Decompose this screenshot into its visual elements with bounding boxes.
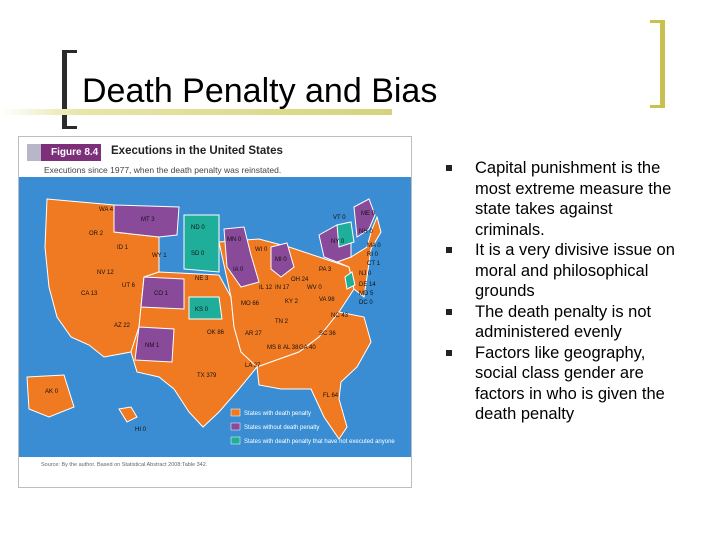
state-label-nm: NM 1 <box>145 343 160 349</box>
state-label-ut: UT 6 <box>122 283 135 289</box>
state-label-ga: GA 40 <box>299 345 316 351</box>
state-label-me: ME 0 <box>361 211 376 217</box>
state-label-mi: MI 0 <box>275 257 287 263</box>
state-label-vt: VT 0 <box>333 215 346 221</box>
bullet-square-icon <box>446 165 452 171</box>
bullet-item <box>440 240 680 302</box>
state-label-id: ID 1 <box>117 245 129 251</box>
state-label-il: IL 12 <box>259 285 273 291</box>
state-label-ar: AR 27 <box>245 331 262 337</box>
title-left-bracket <box>62 50 77 129</box>
bullet-square-icon <box>446 309 452 315</box>
bullet-square-icon <box>446 247 452 253</box>
bullet-square-icon <box>446 350 452 356</box>
state-label-md: MD 5 <box>359 291 374 297</box>
state-label-wi: WI 0 <box>255 247 268 253</box>
title-right-bracket <box>650 20 665 108</box>
map-none-executed-nd-sd <box>184 215 219 272</box>
legend-swatch-death-penalty <box>231 409 240 416</box>
state-label-mt: MT 3 <box>141 217 155 223</box>
bullet-text: It is a very divisive issue on moral and philosophical grounds <box>475 241 675 300</box>
state-label-nc: NC 43 <box>331 313 349 319</box>
state-label-ny: NY 0 <box>331 239 345 245</box>
state-label-wa: WA 4 <box>99 207 114 213</box>
state-label-nv: NV 12 <box>97 270 114 276</box>
bullet-list <box>440 158 680 425</box>
state-label-az: AZ 22 <box>114 323 131 329</box>
bullet-text: Factors like geography, social class gender are factors in who is given the death penalty <box>475 343 665 423</box>
state-label-tn: TN 2 <box>275 319 289 325</box>
state-label-nh: NH 0 <box>359 229 373 235</box>
state-label-in: IN 17 <box>275 285 290 291</box>
state-label-mn: MN 0 <box>227 237 242 243</box>
figure-badge: Figure 8.4 <box>41 144 101 161</box>
state-label-ak: AK 0 <box>45 389 59 395</box>
bullet-item <box>440 302 680 343</box>
figure-title: Executions in the United States <box>111 145 283 157</box>
us-executions-map <box>19 177 411 457</box>
state-label-ks: KS 0 <box>195 307 209 313</box>
slide-title: Death Penalty and Bias <box>82 72 438 110</box>
state-label-pa: PA 3 <box>319 267 332 273</box>
state-label-ca: CA 13 <box>81 291 98 297</box>
figure-subtitle: Executions since 1977, when the death penalty was reinstated. <box>44 165 282 175</box>
legend-swatch-no-death-penalty <box>231 423 240 430</box>
state-label-ri: RI 0 <box>367 252 379 258</box>
state-label-co: CO 1 <box>154 291 169 297</box>
legend-swatch-none-executed <box>231 437 240 444</box>
state-label-hi: HI 0 <box>135 427 147 433</box>
state-label-ky: KY 2 <box>285 299 298 305</box>
state-label-wy: WY 1 <box>152 253 167 259</box>
state-label-ia: IA 0 <box>233 267 244 273</box>
figure-source: Source: By the author. Based on Statistical Abstract 2008:Table 342. <box>41 462 208 468</box>
state-label-nj: NJ 0 <box>359 271 372 277</box>
legend-label-no-death-penalty: States without death penalty <box>244 425 320 431</box>
state-label-ma: MA 0 <box>367 243 381 249</box>
state-label-ne: NE 3 <box>195 276 209 282</box>
state-label-va: VA 98 <box>319 297 335 303</box>
state-label-al: AL 38 <box>283 345 299 351</box>
state-label-de: DE 14 <box>359 282 376 288</box>
bullet-text: The death penalty is not administered evenly <box>475 302 652 341</box>
state-label-la: LA 27 <box>245 363 261 369</box>
state-label-nd: ND 0 <box>191 225 205 231</box>
state-label-fl: FL 64 <box>323 393 339 399</box>
state-label-ms: MS 8 <box>267 345 282 351</box>
state-label-oh: OH 24 <box>291 277 309 283</box>
bullet-text: Capital punishment is the most extreme measure the state takes against criminals. <box>475 159 672 239</box>
state-label-mo: MO 66 <box>241 301 260 307</box>
executions-figure <box>18 136 412 488</box>
state-label-or: OR 2 <box>89 231 104 237</box>
state-label-dc: DC 0 <box>359 300 373 306</box>
state-label-sc: SC 36 <box>319 331 336 337</box>
legend-label-none-executed: States with death penalty that have not executed anyone <box>244 439 395 445</box>
state-label-wv: WV 0 <box>307 285 322 291</box>
state-label-ct: CT 1 <box>367 261 380 267</box>
bullet-item <box>440 158 680 240</box>
bullet-item <box>440 343 680 425</box>
state-label-sd: SD 0 <box>191 251 205 257</box>
state-label-ok: OK 86 <box>207 330 225 336</box>
legend-label-death-penalty: States with death penalty <box>244 411 312 417</box>
state-label-tx: TX 379 <box>197 373 217 379</box>
